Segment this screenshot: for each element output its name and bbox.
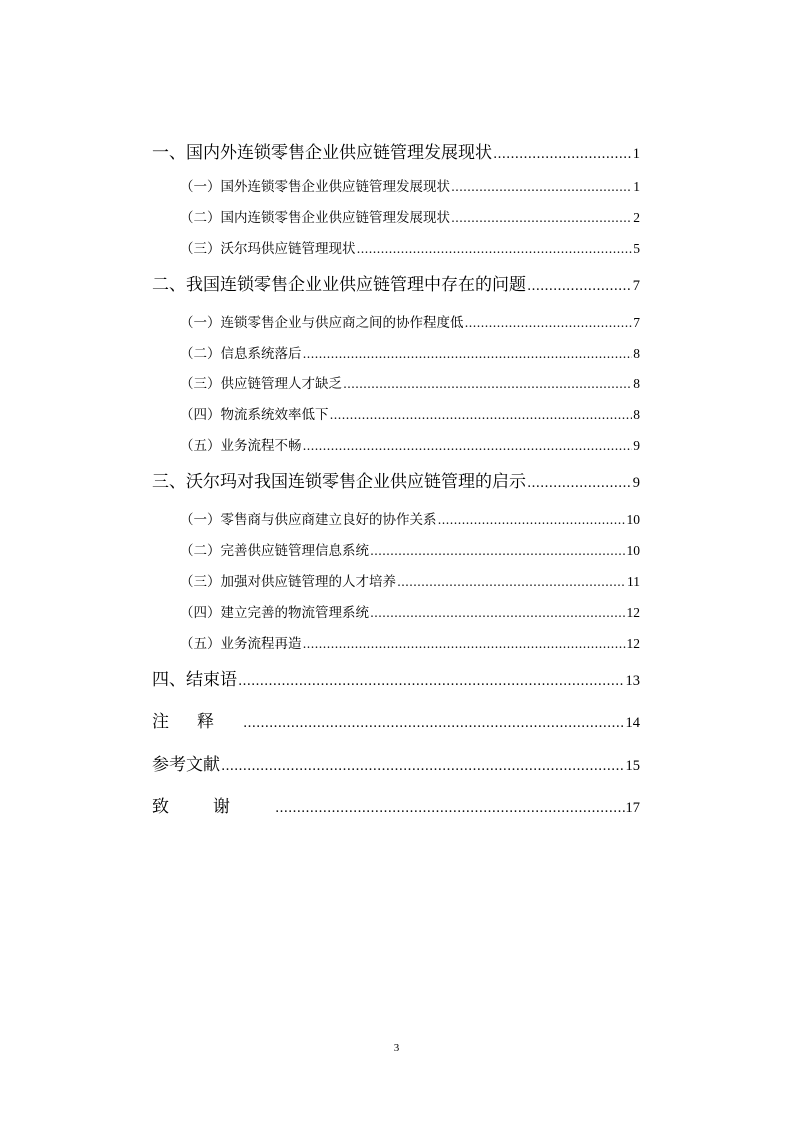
toc-entry-section-2 [152,270,640,296]
toc-entry-label: （四）物流系统效率低下 [180,407,329,423]
toc-entry-label: （三）加强对供应链管理的人才培养 [180,574,396,590]
toc-entry-2-1 [180,311,640,331]
dot-leader [303,347,633,361]
toc-entry-1-2 [180,206,640,226]
toc-entry-label: 注释 [152,712,242,732]
toc-entry-acknowledgements [152,792,640,818]
toc-entry-label: （五）业务流程再造 [180,636,302,652]
toc-entry-page: 14 [625,715,640,731]
toc-entry-page: 7 [632,278,640,294]
toc-entry-page: 5 [633,241,640,256]
toc-entry-page: 8 [633,346,640,361]
dot-leader [370,606,626,620]
toc-entry-page: 12 [626,605,640,620]
dot-leader [465,316,633,330]
toc-entry-1-3 [180,237,640,257]
toc-entry-page: 17 [625,800,640,816]
dot-leader [275,801,625,816]
toc-entry-1-1 [180,175,640,195]
toc-entry-page: 9 [633,438,640,453]
toc-entry-page: 8 [633,407,640,422]
toc-entry-section-3 [152,467,640,493]
toc-entry-2-3 [180,372,640,392]
dot-leader [438,513,626,527]
toc-entry-label: （一）国外连锁零售企业供应链管理发展现状 [180,179,450,195]
dot-leader [343,377,632,391]
toc-entry-page: 7 [633,315,640,330]
dot-leader [243,716,625,731]
toc-entry-page: 13 [625,673,640,689]
dot-leader [451,211,632,225]
toc-entry-page: 1 [632,146,640,162]
toc-entry-section-4 [152,665,640,691]
toc-entry-page: 1 [633,179,640,194]
toc-entry-2-5 [180,434,640,454]
dot-leader [221,759,625,774]
toc-entry-2-2 [180,342,640,362]
toc-entry-label: 四、结束语 [152,670,237,690]
dot-leader [238,674,625,689]
toc-entry-label: 三、沃尔玛对我国连锁零售企业供应链管理的启示 [152,472,526,492]
dot-leader [370,544,626,558]
toc-entry-label: （二）完善供应链管理信息系统 [180,543,369,559]
dot-leader [527,476,632,491]
toc-entry-references [152,750,640,776]
toc-entry-label: （三）沃尔玛供应链管理现状 [180,241,356,257]
page-number: 3 [393,1042,400,1054]
toc-entry-page: 2 [633,210,640,225]
dot-leader [303,439,633,453]
toc-entry-label: （三）供应链管理人才缺乏 [180,376,342,392]
dot-leader [397,575,626,589]
toc-entry-label: 参考文献 [152,755,220,775]
toc-entry-2-4 [180,403,640,423]
toc-entry-3-1 [180,508,640,528]
toc-entry-3-4 [180,601,640,621]
toc-entry-3-2 [180,539,640,559]
toc-entry-label: （二）信息系统落后 [180,346,302,362]
dot-leader [451,180,632,194]
toc-entry-label: 二、我国连锁零售企业业供应链管理中存在的问题 [152,275,526,295]
toc-entry-3-3 [180,570,640,590]
toc-entry-page: 9 [632,475,640,491]
dot-leader [330,408,633,422]
toc-entry-label: （五）业务流程不畅 [180,438,302,454]
dot-leader [303,637,626,651]
toc-entry-page: 10 [626,512,640,527]
toc-entry-label: （一）零售商与供应商建立良好的协作关系 [180,512,437,528]
toc-entry-label: 一、国内外连锁零售企业供应链管理发展现状 [152,143,492,163]
toc-entry-page: 15 [625,758,640,774]
toc-entry-label: （一）连锁零售企业与供应商之间的协作程度低 [180,315,464,331]
toc-entry-label: （二）国内连锁零售企业供应链管理发展现状 [180,210,450,226]
dot-leader [493,147,632,162]
toc-entry-label: 致谢 [152,797,274,817]
toc-entry-section-1 [152,138,640,164]
toc-entry-notes [152,707,640,733]
dot-leader [527,279,632,294]
toc-entry-label: （四）建立完善的物流管理系统 [180,605,369,621]
toc-entry-page: 12 [626,636,640,651]
toc-entry-3-5 [180,632,640,652]
toc-entry-page: 11 [627,574,640,589]
toc-entry-page: 10 [626,543,640,558]
toc-entry-page: 8 [633,376,640,391]
dot-leader [357,242,633,256]
